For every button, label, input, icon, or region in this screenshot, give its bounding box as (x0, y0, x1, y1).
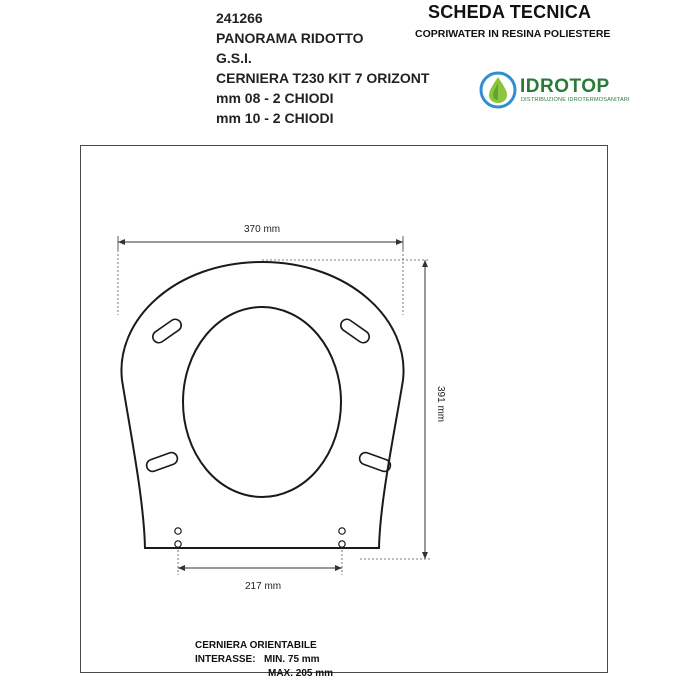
brand-tagline: DISTRIBUZIONE IDROTERMOSANITARI (521, 97, 630, 103)
height-dimension (422, 260, 446, 559)
hinge-distance-dimension (178, 565, 342, 592)
spec-value: PANORAMA RIDOTTO (216, 30, 364, 46)
spec-value: CERNIERA T230 KIT 7 ORIZONT (216, 70, 430, 86)
sheet-title: SCHEDA TECNICA (428, 2, 592, 22)
hinge-hole-right-upper (339, 528, 345, 534)
footer-min: MIN. 75 mm (264, 654, 320, 665)
sheet-subtitle: COPRIWATER IN RESINA POLIESTERE (415, 28, 611, 40)
footer-hinge-type: CERNIERA ORIENTABILE (195, 640, 317, 651)
seat-opening (183, 307, 341, 497)
spec-value: mm 10 - 2 CHIODI (216, 110, 334, 126)
footer-max: MAX. 205 mm (268, 668, 334, 679)
hinge-distance-label: 217 mm (245, 581, 282, 592)
spec-value: 241266 (216, 10, 263, 26)
width-label: 370 mm (244, 224, 281, 235)
bumper-slot-top-right (338, 317, 371, 345)
hinge-hole-left-upper (175, 528, 181, 534)
footer-interaxis-label: INTERASSE: (195, 654, 256, 665)
spec-value: G.S.I. (216, 50, 252, 66)
brand-name: IDROTOP (520, 76, 610, 97)
height-label: 391 mm (435, 386, 446, 423)
spec-value: mm 08 - 2 CHIODI (216, 90, 334, 106)
bumper-slot-top-left (150, 317, 183, 345)
hinge-hole-left-lower (175, 541, 181, 547)
seat-outline (121, 262, 403, 548)
bumper-slot-bottom-left (145, 451, 179, 473)
hinge-hole-right-lower (339, 541, 345, 547)
width-dimension (118, 224, 403, 250)
